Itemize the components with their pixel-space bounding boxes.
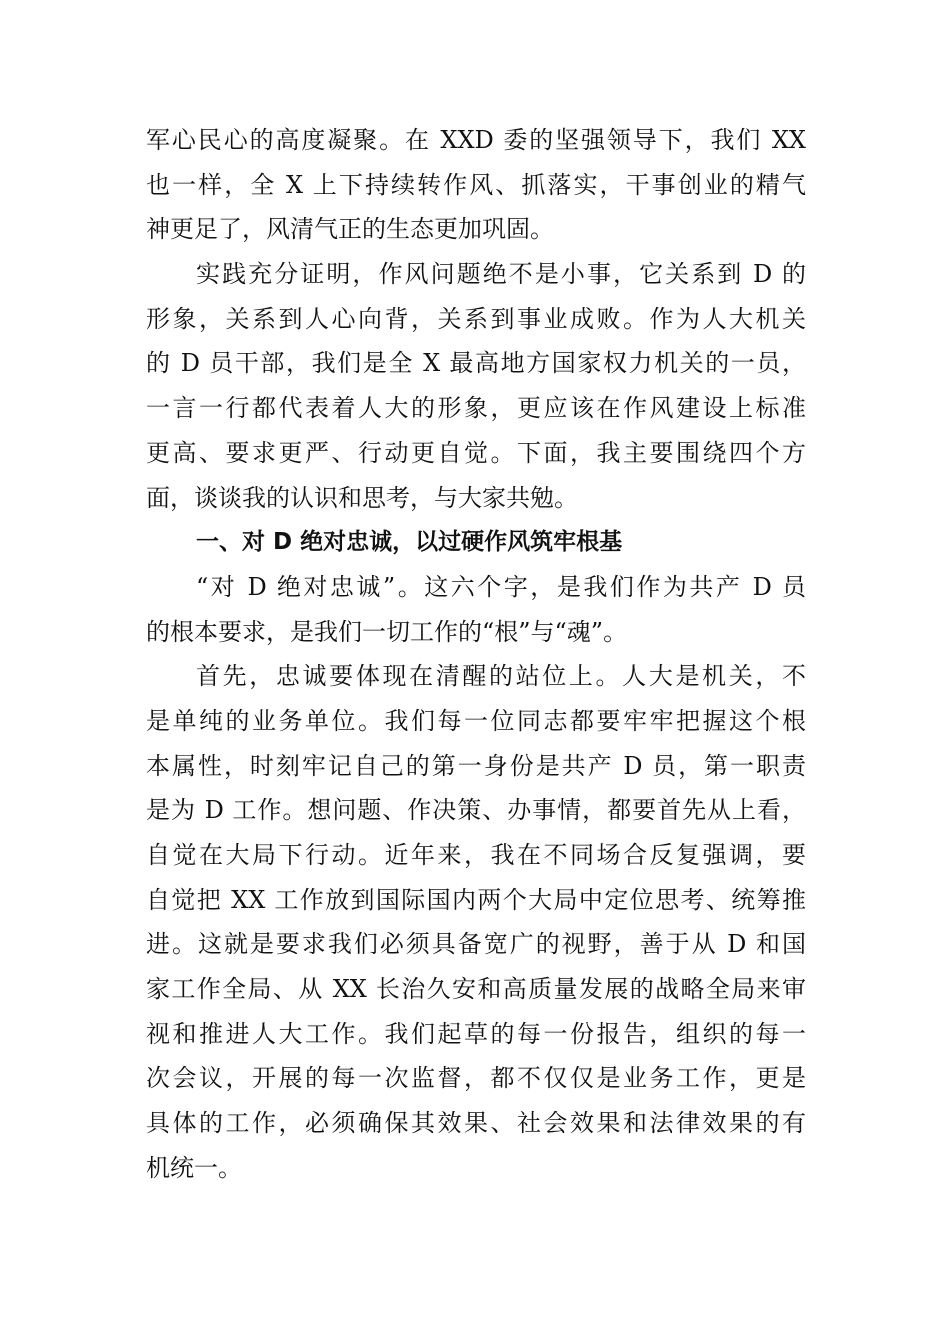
text-line: 自觉把 XX 工作放到国际国内两个大局中定位思考、统筹推 bbox=[146, 885, 806, 914]
text-line: 神更足了，风清气正的生态更加巩固。 bbox=[146, 215, 554, 244]
text-line: 次会议，开展的每一次监督，都不仅仅是业务工作，更是 bbox=[146, 1064, 806, 1093]
section-heading: 一、对 D 绝对忠诚，以过硬作风筑牢根基 bbox=[196, 529, 623, 556]
text-line: 本属性，时刻牢记自己的第一身份是共产 D 员，第一职责 bbox=[146, 751, 806, 780]
paragraph-first-line: 首先，忠诚要体现在清醒的站位上。人大是机关，不 bbox=[196, 662, 806, 691]
text-line: 也一样，全 X 上下持续转作风、抓落实，干事创业的精气 bbox=[146, 170, 806, 199]
text-line: 机统一。 bbox=[146, 1153, 242, 1182]
text-line: 一言一行都代表着人大的形象，更应该在作风建设上标准 bbox=[146, 394, 806, 423]
text-line: 面，谈谈我的认识和思考，与大家共勉。 bbox=[146, 483, 578, 512]
paragraph-first-line: “对 D 绝对忠诚”。这六个字，是我们作为共产 D 员 bbox=[196, 572, 806, 601]
text-line: 的根本要求，是我们一切工作的“根”与“魂”。 bbox=[146, 617, 628, 646]
document-page bbox=[146, 118, 806, 1191]
text-line: 的 D 员干部，我们是全 X 最高地方国家权力机关的一员， bbox=[146, 349, 806, 378]
text-line: 更高、要求更严、行动更自觉。下面，我主要围绕四个方 bbox=[146, 438, 806, 467]
text-line: 视和推进人大工作。我们起草的每一份报告，组织的每一 bbox=[146, 1019, 806, 1048]
text-line: 是单纯的业务单位。我们每一位同志都要牢牢把握这个根 bbox=[146, 706, 806, 735]
paragraph-first-line: 实践充分证明，作风问题绝不是小事，它关系到 D 的 bbox=[196, 260, 806, 289]
text-line: 家工作全局、从 XX 长治久安和高质量发展的战略全局来审 bbox=[146, 975, 806, 1004]
text-line: 自觉在大局下行动。近年来，我在不同场合反复强调，要 bbox=[146, 841, 806, 869]
text-line: 具体的工作，必须确保其效果、社会效果和法律效果的有 bbox=[146, 1109, 806, 1138]
text-line: 是为 D 工作。想问题、作决策、办事情，都要首先从上看， bbox=[146, 796, 806, 825]
text-line: 军心民心的高度凝聚。在 XXD 委的坚强领导下，我们 XX bbox=[146, 126, 806, 154]
text-line: 形象，关系到人心向背，关系到事业成败。作为人大机关 bbox=[146, 304, 806, 333]
text-line: 进。这就是要求我们必须具备宽广的视野，善于从 D 和国 bbox=[146, 930, 806, 959]
